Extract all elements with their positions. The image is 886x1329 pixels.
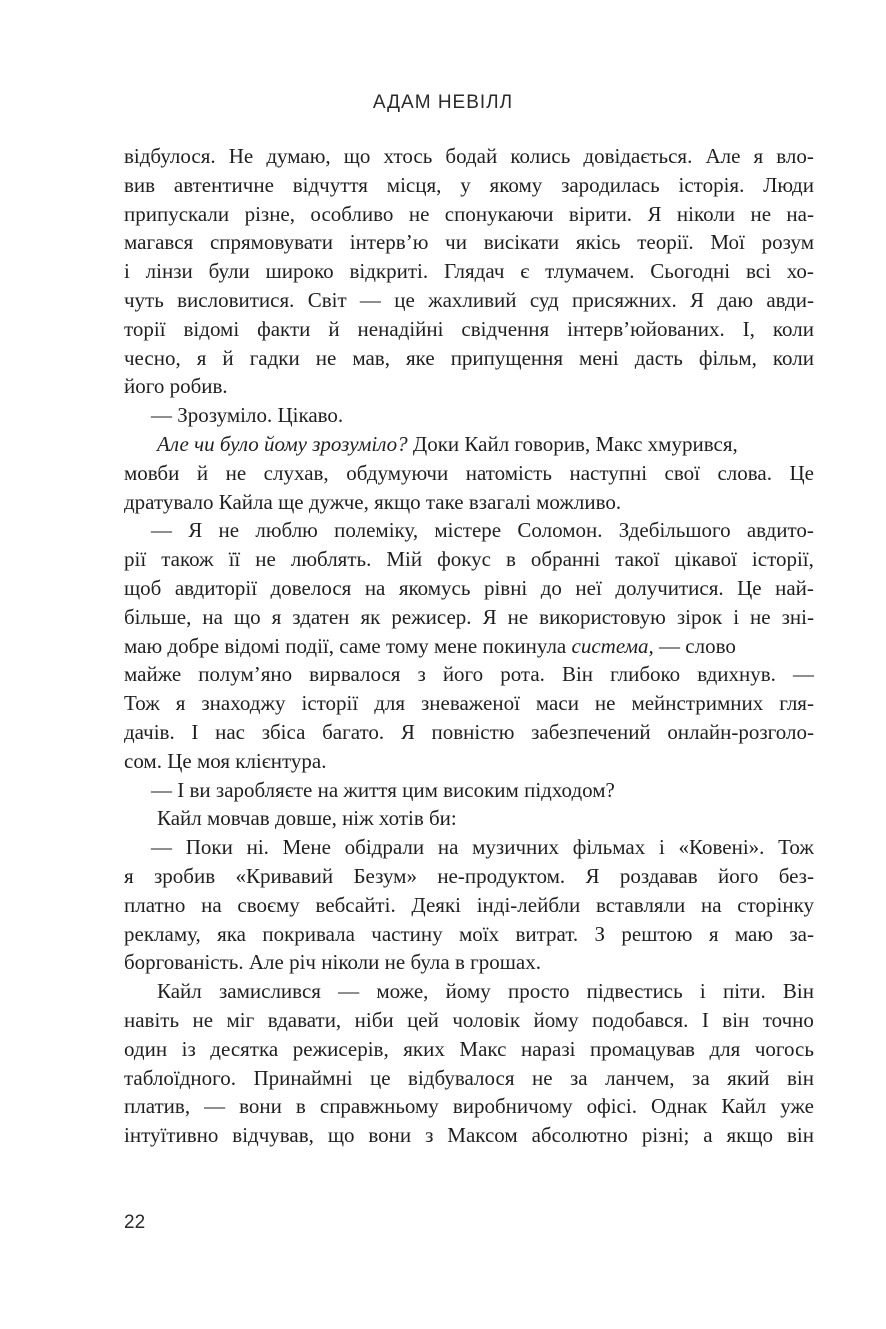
text-line: я зробив «Кривавий Безум» не-продуктом. Я роздавав його без- [124, 863, 814, 888]
text-line: боргованість. Але річ ніколи не була в грошах. [124, 950, 541, 975]
text-line: більше, на що я здатен як режисер. Я не використовую зірок і не зні- [124, 604, 814, 629]
text-line: один із десятка режисерів, яких Макс наразі промацував для чогось [124, 1036, 814, 1061]
italic-word: система, [571, 633, 654, 658]
text-line: дачів. І нас збіса багато. Я повністю забезпечений онлайн-розголо- [124, 719, 814, 744]
text-line: відбулося. Не думаю, що хтось бодай колись довідається. Але я вло- [124, 144, 814, 168]
text-line: мовби й не слухав, обдумуючи натомість наступні свої слова. Це [124, 460, 814, 485]
text-line: торії відомі факти й ненадійні свідчення інтерв’юйованих. І, коли [124, 316, 814, 341]
text-line: рії також її не люблять. Мій фокус в обранні такої цікавої історії, [124, 547, 814, 572]
page-number: 22 [124, 1212, 146, 1233]
running-title: АДАМ НЕВІЛЛ [372, 92, 514, 113]
text-line: вив автентичне відчуття місця, у якому зародилась історія. Люди [124, 172, 814, 197]
text-line: припускали різне, особливо не спонукаючи вірити. Я ніколи не на- [124, 201, 814, 226]
text-line: Кайл замислився — може, йому просто підвестись і піти. Він [157, 979, 814, 1004]
text-line: платно на своєму вебсайті. Деякі інді-лейбли вставляли на сторінку [124, 892, 814, 917]
text-line: Кайл мовчав довше, ніж хотів би: [157, 806, 457, 831]
page-body-text [124, 142, 814, 1150]
text-line: сом. Це моя клієнтура. [124, 748, 327, 773]
text-line: чуть висловитися. Світ — це жахливий суд присяжних. Я даю авди- [124, 287, 814, 312]
text-line: магався спрямовувати інтерв’ю чи висікати якісь теорії. Мої розум [124, 230, 814, 255]
text-line: — Я не люблю полеміку, містере Соломон. Здебільшого авдито- [151, 518, 814, 543]
text-line: — Поки ні. Мене обідрали на музичних фільмах і «Ковені». Тож [151, 835, 814, 860]
text-line: майже полум’яно вирвалося з його рота. Він глибоко вдихнув. — [124, 662, 814, 687]
text-line: Але чи було йому зрозуміло? Доки Кайл говорив, Макс хмурився, [157, 431, 738, 456]
text-line: платив, — вони в справжньому виробничому офісі. Однак Кайл уже [124, 1094, 814, 1119]
text-line: маю добре відомі події, саме тому мене покинула система, — слово [124, 633, 736, 658]
text-line: його робив. [124, 374, 228, 399]
text-line: щоб авдиторії довелося на якомусь рівні до неї долучитися. Це най- [124, 575, 814, 600]
text-line: дратувало Кайла ще дужче, якщо таке взагалі можливо. [124, 489, 622, 514]
text-line: — Зрозуміло. Цікаво. [151, 403, 344, 428]
text-line: таблоїдного. Принаймні це відбувалося не за ланчем, за який він [124, 1065, 814, 1090]
text-line: навіть не міг вдавати, ніби цей чоловік йому подобався. І він точно [124, 1007, 814, 1032]
text-line: Тож я знаходжу історії для зневаженої маси не мейнстримних гля- [124, 691, 814, 716]
text-line: інтуїтивно відчував, що вони з Максом абсолютно різні; а якщо він [124, 1123, 814, 1148]
text-line: чесно, я й гадки не мав, яке припущення мені дасть фільм, коли [124, 345, 814, 370]
italic-phrase: Але чи було йому зрозуміло? [157, 431, 408, 456]
text-line: і лінзи були широко відкриті. Глядач є тлумачем. Сьогодні всі хо- [124, 259, 814, 284]
text-line: — І ви заробляєте на життя цим високим підходом? [151, 777, 615, 802]
text-line: рекламу, яка покривала частину моїх витрат. З рештою я маю за- [124, 921, 814, 946]
